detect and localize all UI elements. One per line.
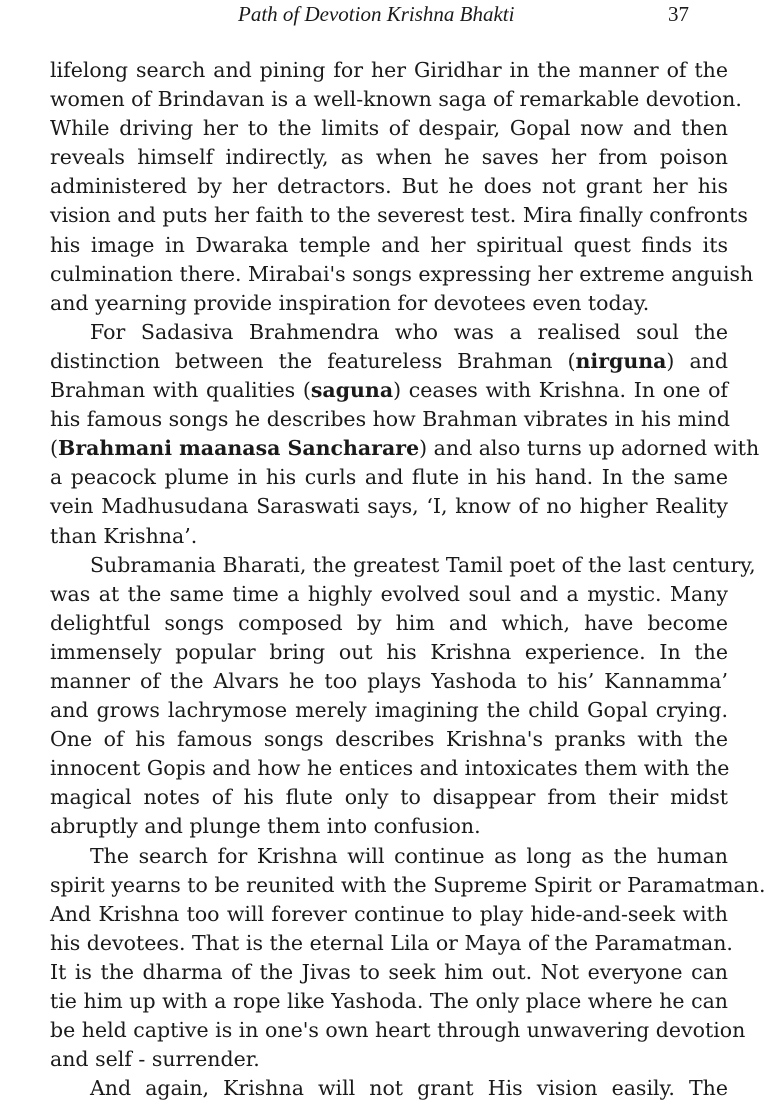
text-line: his image in Dwaraka temple and her spiritual quest finds its: [50, 232, 728, 257]
text-line: lifelong search and pining for her Giridhar in the manner of the: [50, 58, 728, 82]
text-line: And Krishna too will forever continue to play hide-and-seek with: [50, 901, 728, 926]
text-line: his famous songs he describes how Brahman vibrates in his mind: [50, 407, 730, 432]
text-line: women of Brindavan is a well-known saga of remarkable devotion.: [50, 87, 742, 112]
text-line: [50, 376, 728, 405]
bold-term: nirguna: [575, 348, 667, 373]
text-line: be held captive is in one's own heart through unwavering devotion: [50, 1018, 746, 1043]
text-line: One of his famous songs describes Krishna's pranks with the: [50, 727, 728, 752]
page-header: [0, 0, 780, 36]
text-line: his devotees. That is the eternal Lila or Maya of the Paramatman.: [50, 930, 733, 955]
text-line: abruptly and plunge them into confusion.: [50, 814, 481, 839]
text-line: tie him up with a rope like Yashoda. The only place where he can: [50, 989, 728, 1013]
text-line: and grows lachrymose merely imagining the child Gopal crying.: [50, 698, 728, 723]
text-line: manner of the Alvars he too plays Yashoda to his’ Kannamma’: [50, 668, 728, 693]
text-line: administered by her detractors. But he does not grant her his: [50, 174, 728, 199]
text-segment: Brahman with qualities (: [50, 378, 311, 403]
text-line: vision and puts her faith to the severest test. Mira finally confronts: [50, 203, 748, 228]
text-line: delightful songs composed by him and which, have become: [50, 610, 728, 635]
bold-term: saguna: [310, 378, 394, 403]
text-segment: distinction between the featureless Brahman (: [50, 348, 576, 373]
text-line: vein Madhusudana Saraswati says, ‘I, know of no higher Reality: [50, 494, 728, 519]
text-line: It is the dharma of the Jivas to seek him out. Not everyone can: [50, 959, 728, 984]
text-line: and self - surrender.: [50, 1047, 260, 1072]
text-segment: (: [50, 436, 58, 461]
text-line: The search for Krishna will continue as long as the human: [90, 843, 728, 868]
text-line: And again, Krishna will not grant His vision easily. The: [90, 1076, 728, 1101]
bold-term: Brahmani maanasa Sancharare: [58, 436, 420, 461]
text-line: innocent Gopis and how he entices and intoxicates them with the: [50, 756, 730, 781]
text-line: than Krishna’.: [50, 523, 198, 548]
text-line: For Sadasiva Brahmendra who was a realised soul the: [90, 319, 728, 344]
text-line: culmination there. Mirabai's songs expressing her extreme anguish: [50, 261, 754, 286]
text-segment: ) ceases with Krishna. In one of: [393, 378, 729, 403]
text-line: a peacock plume in his curls and flute in his hand. In the same: [50, 465, 728, 490]
text-line: spirit yearns to be reunited with the Supreme Spirit or Paramatman.: [50, 872, 766, 897]
text-line: [50, 434, 760, 463]
text-line: and yearning provide inspiration for devotees even today.: [50, 290, 650, 315]
text-segment: ) and also turns up adorned with: [419, 436, 760, 461]
text-line: [50, 347, 728, 376]
text-line: Subramania Bharati, the greatest Tamil poet of the last century,: [90, 552, 756, 577]
text-segment: ) and: [666, 348, 729, 373]
text-line: reveals himself indirectly, as when he saves her from poison: [50, 145, 728, 170]
text-line: was at the same time a highly evolved soul and a mystic. Many: [50, 581, 728, 606]
text-line: magical notes of his flute only to disappear from their midst: [50, 785, 728, 810]
running-title: Path of Devotion Krishna Bhakti: [238, 2, 515, 26]
text-line: While driving her to the limits of despair, Gopal now and then: [50, 116, 728, 141]
text-line: immensely popular bring out his Krishna experience. In the: [50, 639, 728, 664]
body-text: [50, 56, 766, 1103]
page-number: 37: [668, 2, 689, 26]
